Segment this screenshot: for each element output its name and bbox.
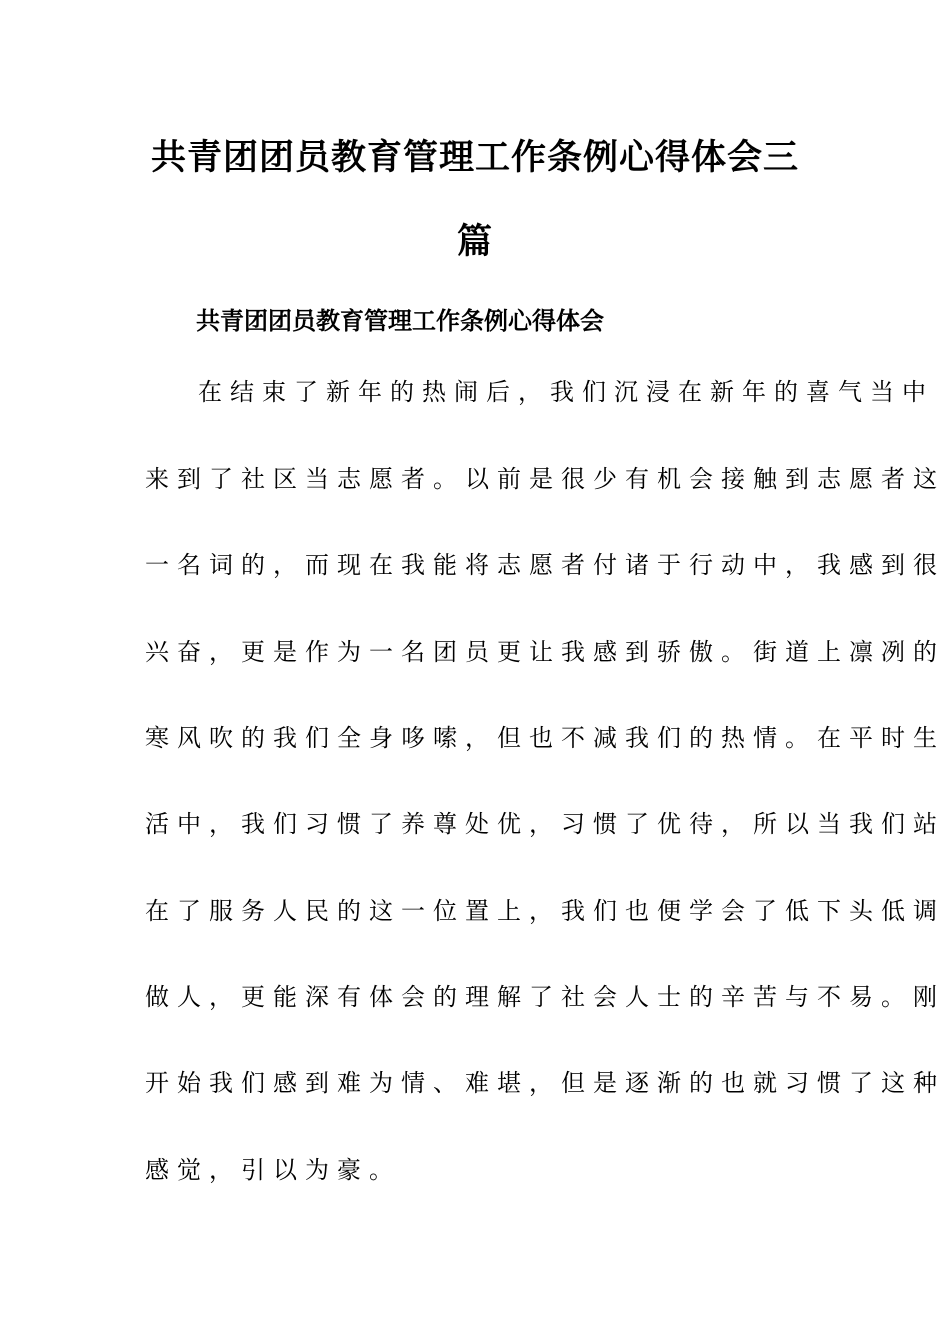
paragraph-line: 做人，更能深有体会的理解了社会人士的辛苦与不易。刚 (145, 983, 945, 1011)
paragraph-line: 兴奋，更是作为一名团员更让我感到骄傲。街道上凛冽的 (145, 638, 945, 666)
section-heading: 共青团团员教育管理工作条例心得体会 (196, 307, 604, 335)
paragraph-line: 在了服务人民的这一位置上，我们也便学会了低下头低调 (145, 897, 945, 925)
document-title-line-1: 共青团团员教育管理工作条例心得体会三 (150, 138, 799, 178)
paragraph-line: 在结束了新年的热闹后，我们沉浸在新年的喜气当中 (198, 378, 934, 406)
document-title-line-2: 篇 (456, 222, 493, 262)
paragraph-line: 活中，我们习惯了养尊处优，习惯了优待，所以当我们站 (145, 810, 945, 838)
paragraph-line: 来到了社区当志愿者。以前是很少有机会接触到志愿者这 (145, 465, 945, 493)
paragraph-line: 感觉，引以为豪。 (145, 1156, 401, 1184)
paragraph-line: 一名词的，而现在我能将志愿者付诸于行动中，我感到很 (145, 551, 945, 579)
paragraph-line: 寒风吹的我们全身哆嗦，但也不减我们的热情。在平时生 (145, 724, 945, 752)
paragraph-line: 开始我们感到难为情、难堪，但是逐渐的也就习惯了这种 (145, 1069, 945, 1097)
